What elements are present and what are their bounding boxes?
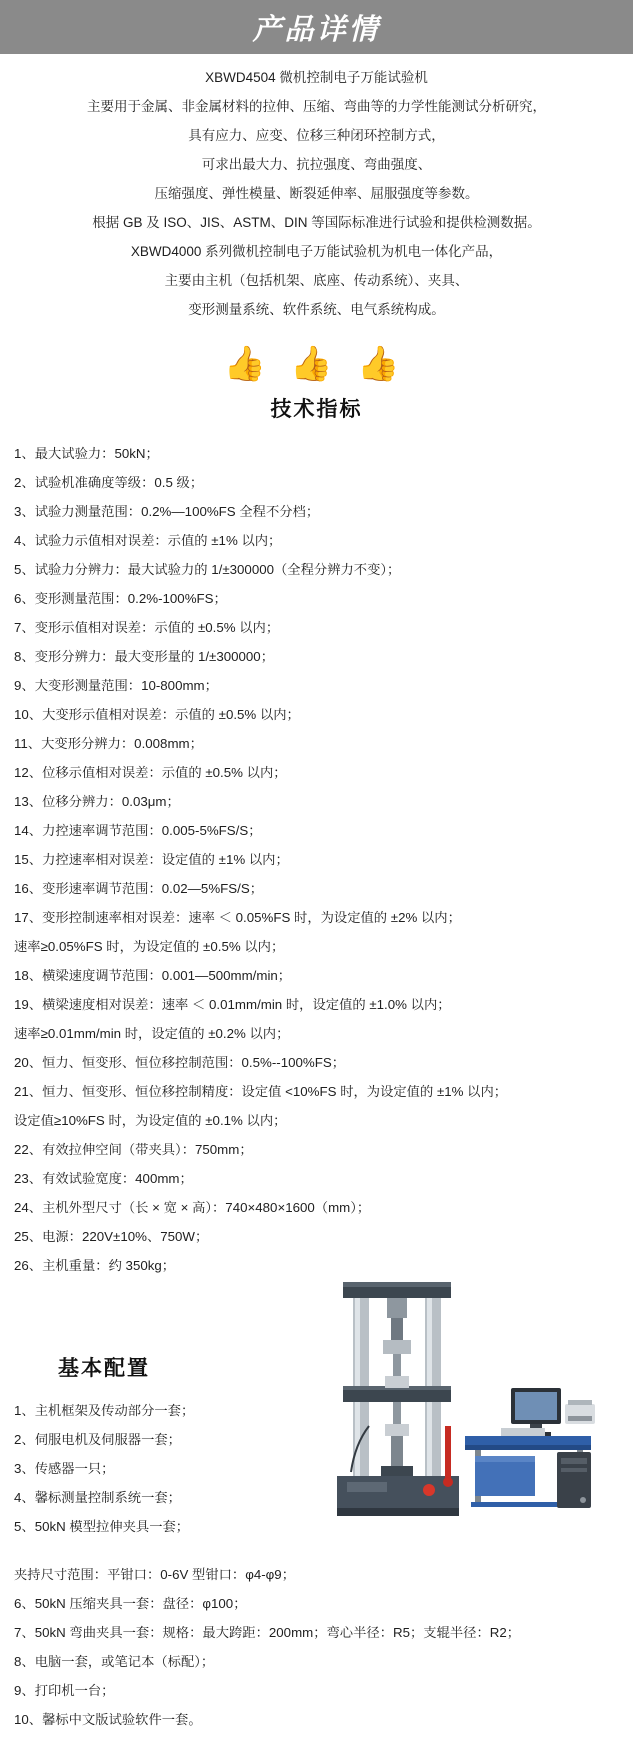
intro-line: XBWD4000 系列微机控制电子万能试验机为机电一体化产品， <box>130 244 503 259</box>
thumbs-up-row <box>0 341 633 387</box>
list-item: 25、电源：220V±10%、750W； <box>14 1229 209 1244</box>
list-item: 26、主机重量：约 350kg； <box>14 1258 176 1273</box>
thumbs-up-icon: 👍 <box>290 345 343 383</box>
list-item: 7、变形示值相对误差：示值的 ±0.5% 以内； <box>14 620 280 635</box>
list-item: 23、有效试验宽度：400mm； <box>14 1171 193 1186</box>
intro-line: 压缩强度、弹性模量、断裂延伸率、屈服强度等参数。 <box>154 186 479 201</box>
intro-line: 主要用于金属、非金属材料的拉伸、压缩、弯曲等的力学性能测试分析研究， <box>87 99 546 114</box>
list-item: 22、有效拉伸空间（带夹具）：750mm； <box>14 1142 253 1157</box>
list-item: 设定值≥10%FS 时，为设定值的 ±0.1% 以内； <box>14 1113 287 1128</box>
list-item: 6、50kN 压缩夹具一套：盘径：φ100； <box>14 1596 247 1611</box>
list-item: 9、大变形测量范围：10-800mm； <box>14 678 218 693</box>
list-item: 夹持尺寸范围：平钳口：0-6V 型钳口：φ4-φ9； <box>14 1567 295 1582</box>
list-item: 4、馨标测量控制系统一套； <box>14 1490 181 1505</box>
intro-line: 可求出最大力、抗拉强度、弯曲强度、 <box>201 157 432 172</box>
list-item: 8、变形分辨力：最大变形量的 1/±300000； <box>14 649 275 664</box>
thumbs-up-icon: 👍 <box>223 345 276 383</box>
intro-line: 根据 GB 及 ISO、JIS、ASTM、DIN 等国际标准进行试验和提供检测数据。 <box>92 215 541 230</box>
list-item: 21、恒力、恒变形、恒位移控制精度：设定值 <10%FS 时，为设定值的 ±1% 以内； <box>14 1084 508 1099</box>
list-item: 3、试验力测量范围：0.2%—100%FS 全程不分档； <box>14 504 320 519</box>
intro-line: 具有应力、应变、位移三种闭环控制方式， <box>188 128 445 143</box>
list-item: 10、大变形示值相对误差：示值的 ±0.5% 以内； <box>14 707 300 722</box>
list-item: 14、力控速率调节范围：0.005-5%FS/S； <box>14 823 262 838</box>
specs-list <box>0 439 633 1280</box>
list-item: 13、位移分辨力：0.03μm； <box>14 794 180 809</box>
list-item: 8、电脑一套，或笔记本（标配）； <box>14 1654 215 1669</box>
page-title: 产品详情 <box>252 11 381 46</box>
list-item: 12、位移示值相对误差：示值的 ±0.5% 以内； <box>14 765 287 780</box>
list-item: 4、试验力示值相对误差：示值的 ±1% 以内； <box>14 533 282 548</box>
list-item: 5、试验力分辨力：最大试验力的 1/±300000（全程分辨力不变）； <box>14 562 401 577</box>
list-item: 1、最大试验力：50kN； <box>14 446 159 461</box>
page-banner <box>0 0 633 54</box>
list-item: 2、伺服电机及伺服器一套； <box>14 1432 181 1447</box>
list-item: 速率≥0.01mm/min 时，设定值的 ±0.2% 以内； <box>14 1026 290 1041</box>
list-item: 10、馨标中文版试验软件一套。 <box>14 1712 202 1727</box>
intro-line: 变形测量系统、软件系统、电气系统构成。 <box>188 302 445 317</box>
list-item: 6、变形测量范围：0.2%-100%FS； <box>14 591 227 606</box>
list-item: 速率≥0.05%FS 时，为设定值的 ±0.5% 以内； <box>14 939 285 954</box>
list-item: 3、传感器一只； <box>14 1461 115 1476</box>
intro-line: 主要由主机（包括机架、底座、传动系统）、夹具、 <box>164 273 469 288</box>
list-item: 5、50kN 模型拉伸夹具一套； <box>14 1519 190 1534</box>
list-item: 24、主机外型尺寸（长 × 宽 × 高）：740×480×1600（mm）； <box>14 1200 371 1215</box>
list-item: 9、打印机一台； <box>14 1683 115 1698</box>
machine-photo-section <box>0 1284 633 1554</box>
list-item: 18、横梁速度调节范围：0.001—500mm/min； <box>14 968 292 983</box>
intro-block <box>0 54 633 331</box>
list-item: 15、力控速率相对误差：设定值的 ±1% 以内； <box>14 852 289 867</box>
list-item: 11、大变形分辨力：0.008mm； <box>14 736 203 751</box>
config-block <box>0 1342 330 1541</box>
list-item: 16、变形速率调节范围：0.02—5%FS/S； <box>14 881 264 896</box>
config-tail-list <box>0 1554 633 1754</box>
universal-testing-machine-photo <box>325 1276 625 1541</box>
list-item: 1、主机框架及传动部分一套； <box>14 1403 195 1418</box>
config-list <box>0 1396 330 1541</box>
list-item: 17、变形控制速率相对误差：速率 ＜ 0.05%FS 时，为设定值的 ±2% 以内； <box>14 910 461 925</box>
list-item: 2、试验机准确度等级：0.5 级； <box>14 475 204 490</box>
list-item: 20、恒力、恒变形、恒位移控制范围：0.5%--100%FS； <box>14 1055 345 1070</box>
list-item: 19、横梁速度相对误差：速率 ＜ 0.01mm/min 时，设定值的 ±1.0% 以内； <box>14 997 451 1012</box>
config-section-title: 基本配置 <box>58 1356 150 1380</box>
thumbs-up-icon: 👍 <box>357 345 410 383</box>
specs-section-title: 技术指标 <box>270 397 363 421</box>
list-item: 7、50kN 弯曲夹具一套：规格：最大跨距：200mm；弯心半径：R5；支辊半径：R2； <box>14 1625 521 1640</box>
intro-line: XBWD4504 微机控制电子万能试验机 <box>205 70 428 85</box>
